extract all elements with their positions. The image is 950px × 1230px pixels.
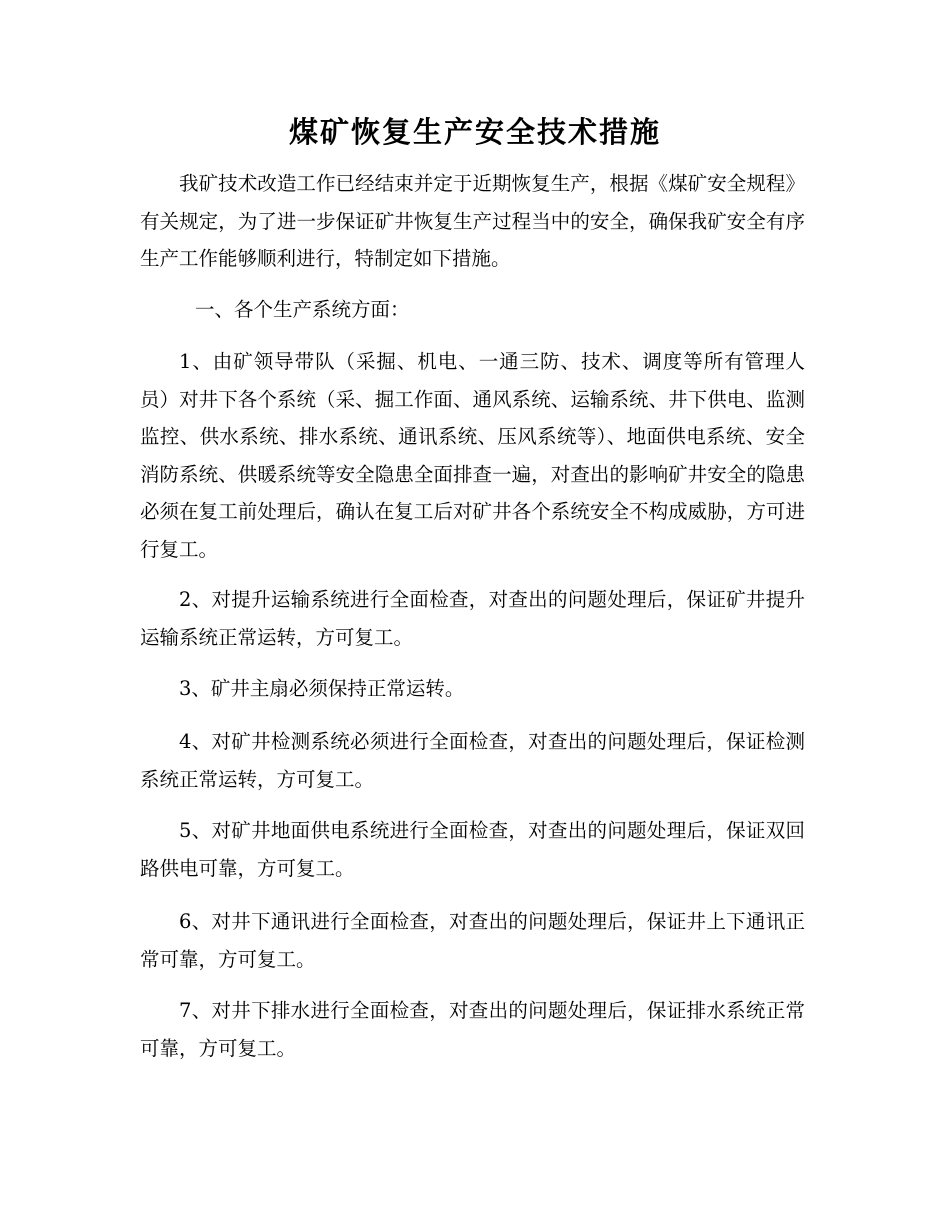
list-item: 1、由矿领导带队（采掘、机电、一通三防、技术、调度等所有管理人员）对井下各个系统（采、掘工作面、通风系统、运输系统、井下供电、监测监控、供水系统、排水系统、通讯系统、压风系统等）、地面供电系统、安全消防系统、供暖系统等安全隐患全面排查一遍，对查出的影响矿井安全的隐患必须在复工前处理后，确认在复工后对矿井各个系统安全不构成威胁，方可进行复工。 <box>140 350 805 561</box>
list-item: 4、对矿井检测系统必须进行全面检查，对查出的问题处理后，保证检测系统正常运转，方可复工。 <box>140 730 805 791</box>
list-item: 5、对矿井地面供电系统进行全面检查，对查出的问题处理后，保证双回路供电可靠，方可复工。 <box>140 819 805 880</box>
document-title: 煤矿恢复生产安全技术措施 <box>288 115 661 149</box>
list-item: 6、对井下通讯进行全面检查，对查出的问题处理后，保证井上下通讯正常可靠，方可复工。 <box>140 910 805 971</box>
list-item: 7、对井下排水进行全面检查，对查出的问题处理后，保证排水系统正常可靠，方可复工。 <box>140 999 805 1060</box>
section-heading: 一、各个生产系统方面： <box>195 298 410 321</box>
intro-paragraph: 我矿技术改造工作已经结束并定于近期恢复生产，根据《煤矿安全规程》有关规定，为了进一步保证矿井恢复生产过程当中的安全，确保我矿安全有序生产工作能够顺利进行，特制定如下措施。 <box>140 172 805 270</box>
list-item: 2、对提升运输系统进行全面检查，对查出的问题处理后，保证矿井提升运输系统正常运转，方可复工。 <box>140 588 805 649</box>
list-item: 3、矿井主扇必须保持正常运转。 <box>179 677 465 700</box>
